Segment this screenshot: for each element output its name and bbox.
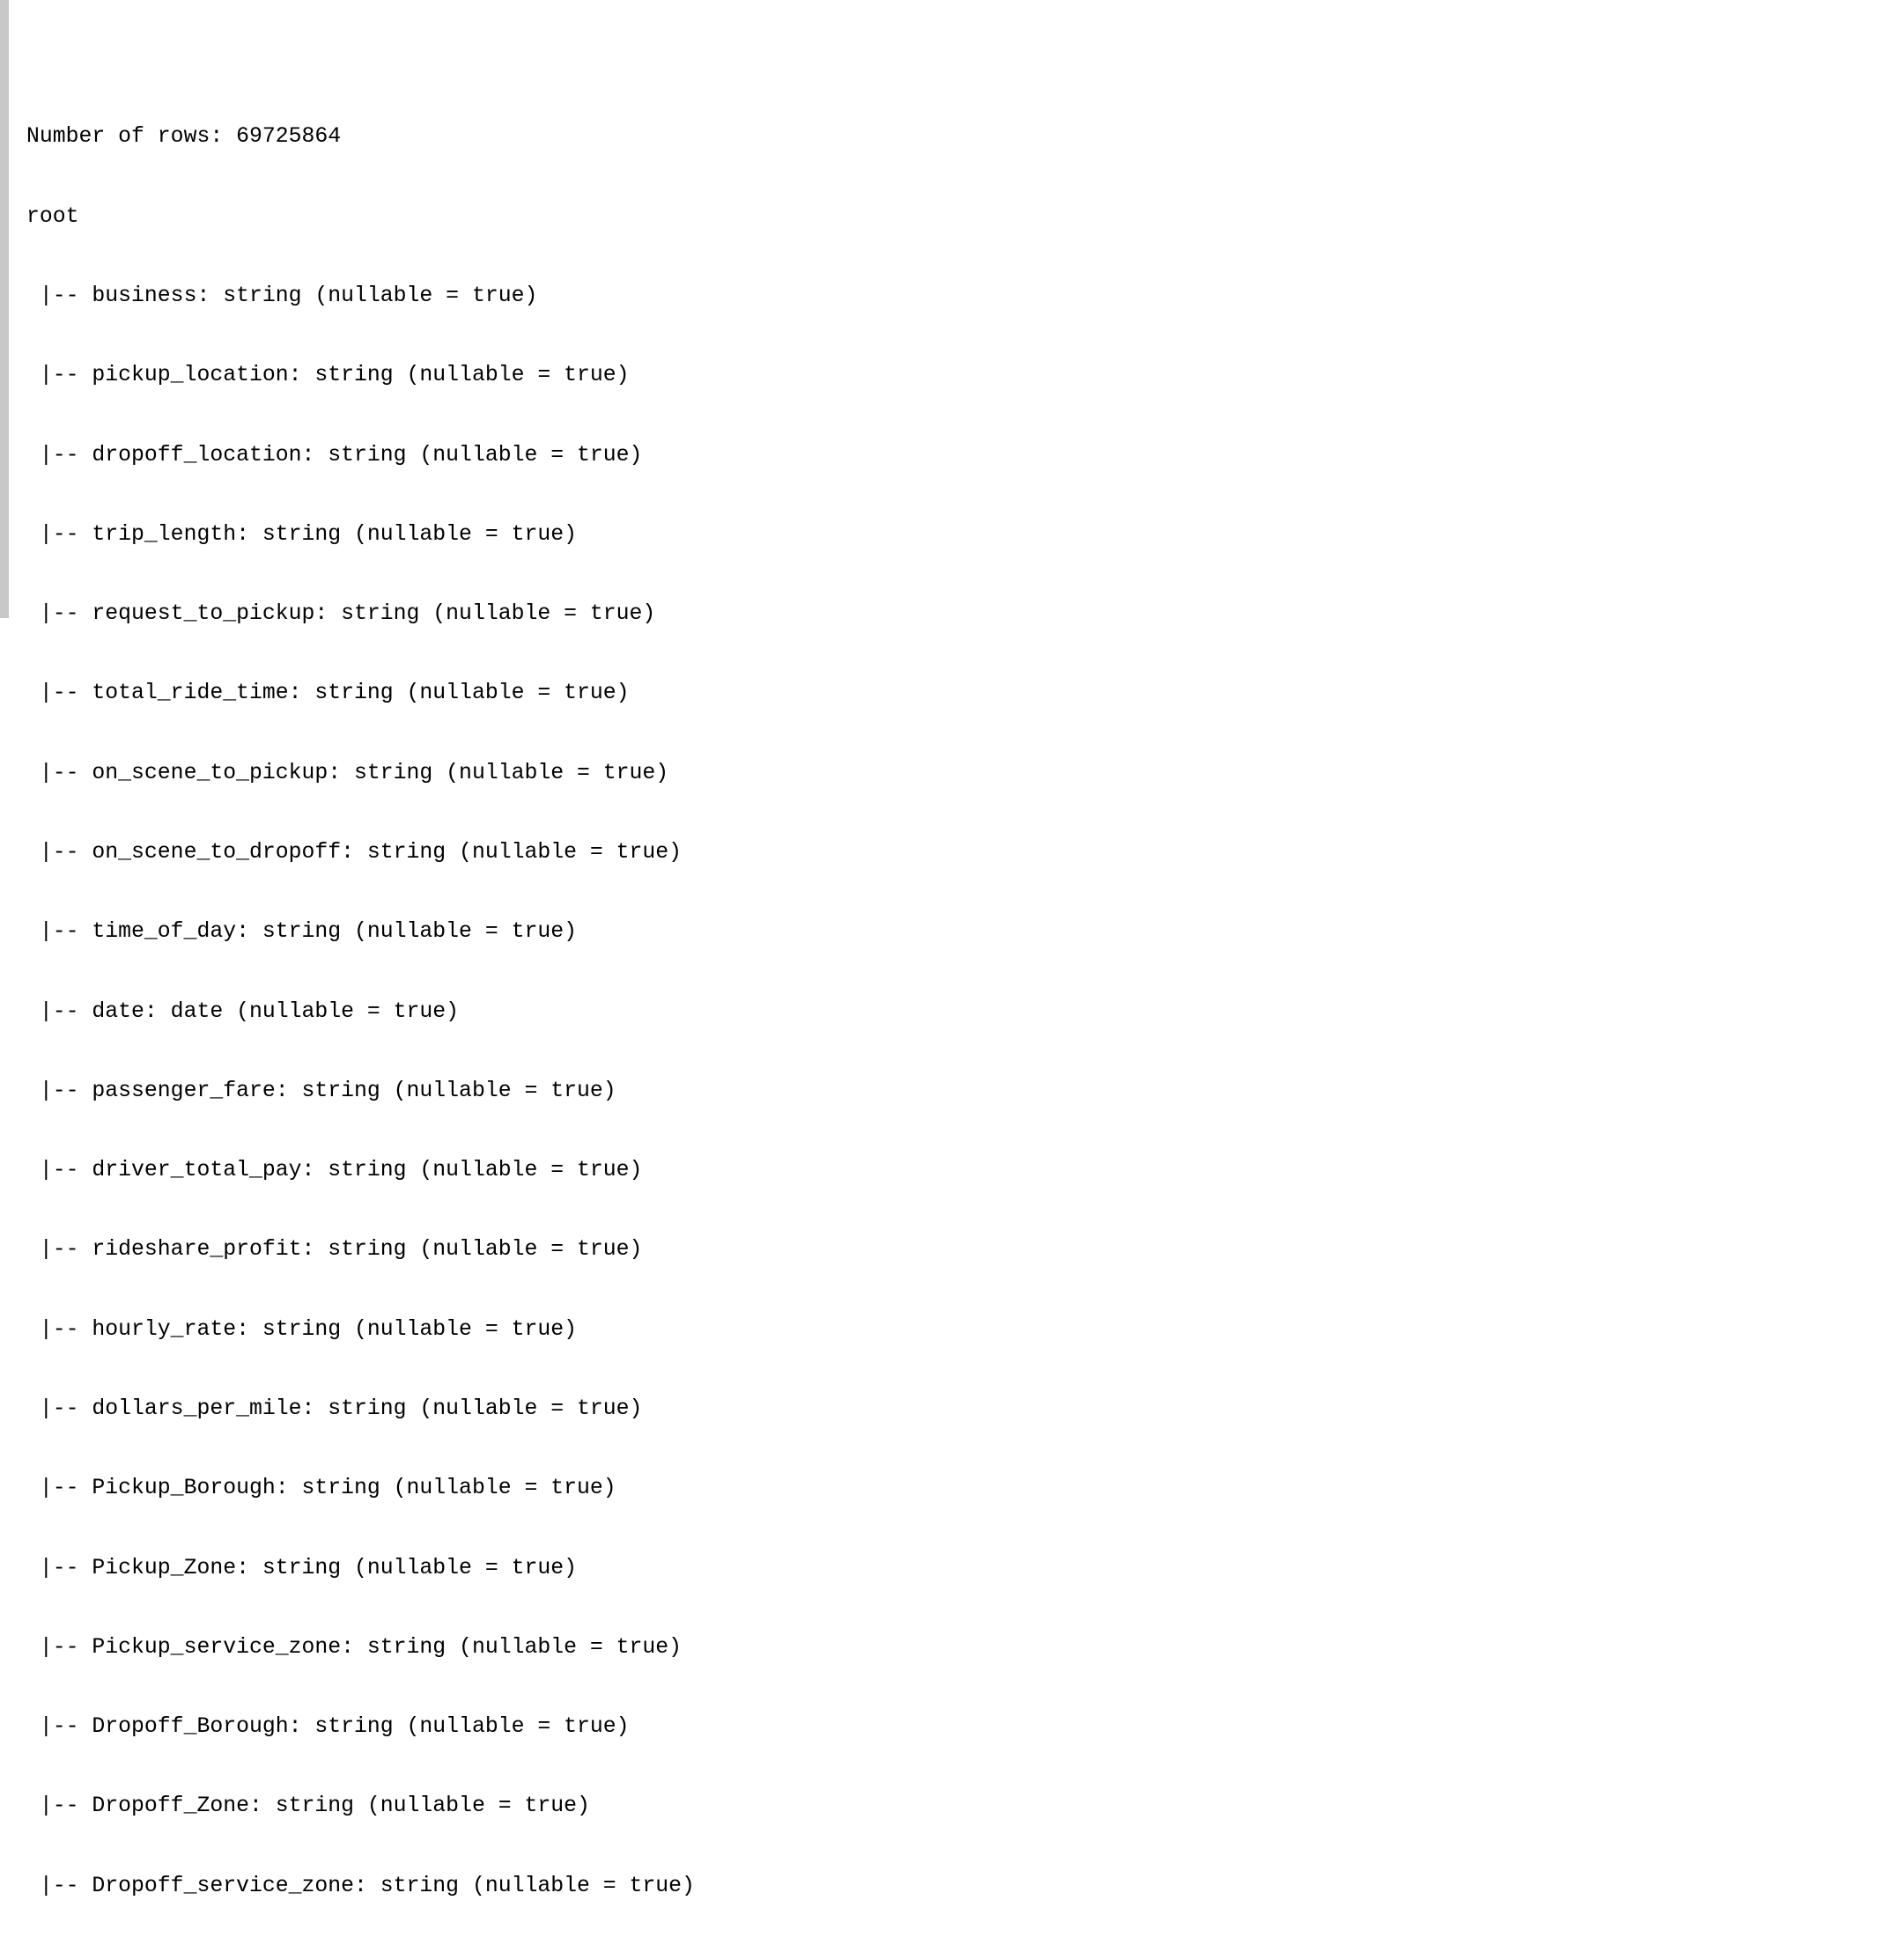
- schema-line: |-- Dropoff_service_zone: string (nullable = true): [26, 1873, 695, 1898]
- partial-top-line: [26, 44, 695, 70]
- schema-line: |-- dropoff_location: string (nullable = true): [26, 442, 643, 468]
- schema-line: |-- Pickup_Borough: string (nullable = true): [26, 1476, 616, 1501]
- schema-line: |-- on_scene_to_pickup: string (nullable = true): [26, 760, 669, 785]
- schema-line: |-- Pickup_service_zone: string (nullable = true): [26, 1634, 683, 1660]
- schema-line: |-- Pickup_Zone: string (nullable = true): [26, 1555, 577, 1580]
- schema-line: |-- time_of_day: string (nullable = true): [26, 919, 577, 945]
- schema-line: |-- trip_length: string (nullable = true): [26, 521, 577, 547]
- schema-line: |-- rideshare_profit: string (nullable = true): [26, 1237, 643, 1263]
- schema-line: |-- date: date (nullable = true): [26, 998, 460, 1024]
- schema-root: root: [26, 203, 79, 229]
- schema-line: |-- Dropoff_Zone: string (nullable = true): [26, 1794, 590, 1819]
- cell-output-text: [26, 0, 695, 1952]
- schema-line: |-- on_scene_to_dropoff: string (nullable = true): [26, 840, 683, 865]
- output-gutter-bar: [0, 0, 9, 618]
- schema-line: |-- dollars_per_mile: string (nullable = true): [26, 1396, 643, 1421]
- schema-line: |-- pickup_location: string (nullable = true): [26, 363, 630, 388]
- row-count-line: Number of rows: 69725864: [26, 124, 342, 150]
- schema-line: |-- business: string (nullable = true): [26, 284, 538, 309]
- schema-line: |-- hourly_rate: string (nullable = true): [26, 1316, 577, 1342]
- schema-line: |-- Dropoff_Borough: string (nullable = true): [26, 1714, 630, 1740]
- schema-line: |-- request_to_pickup: string (nullable = true): [26, 601, 656, 627]
- schema-line: |-- driver_total_pay: string (nullable = true): [26, 1158, 643, 1183]
- schema-line: |-- passenger_fare: string (nullable = true): [26, 1078, 616, 1103]
- schema-line: |-- total_ride_time: string (nullable = true): [26, 681, 630, 706]
